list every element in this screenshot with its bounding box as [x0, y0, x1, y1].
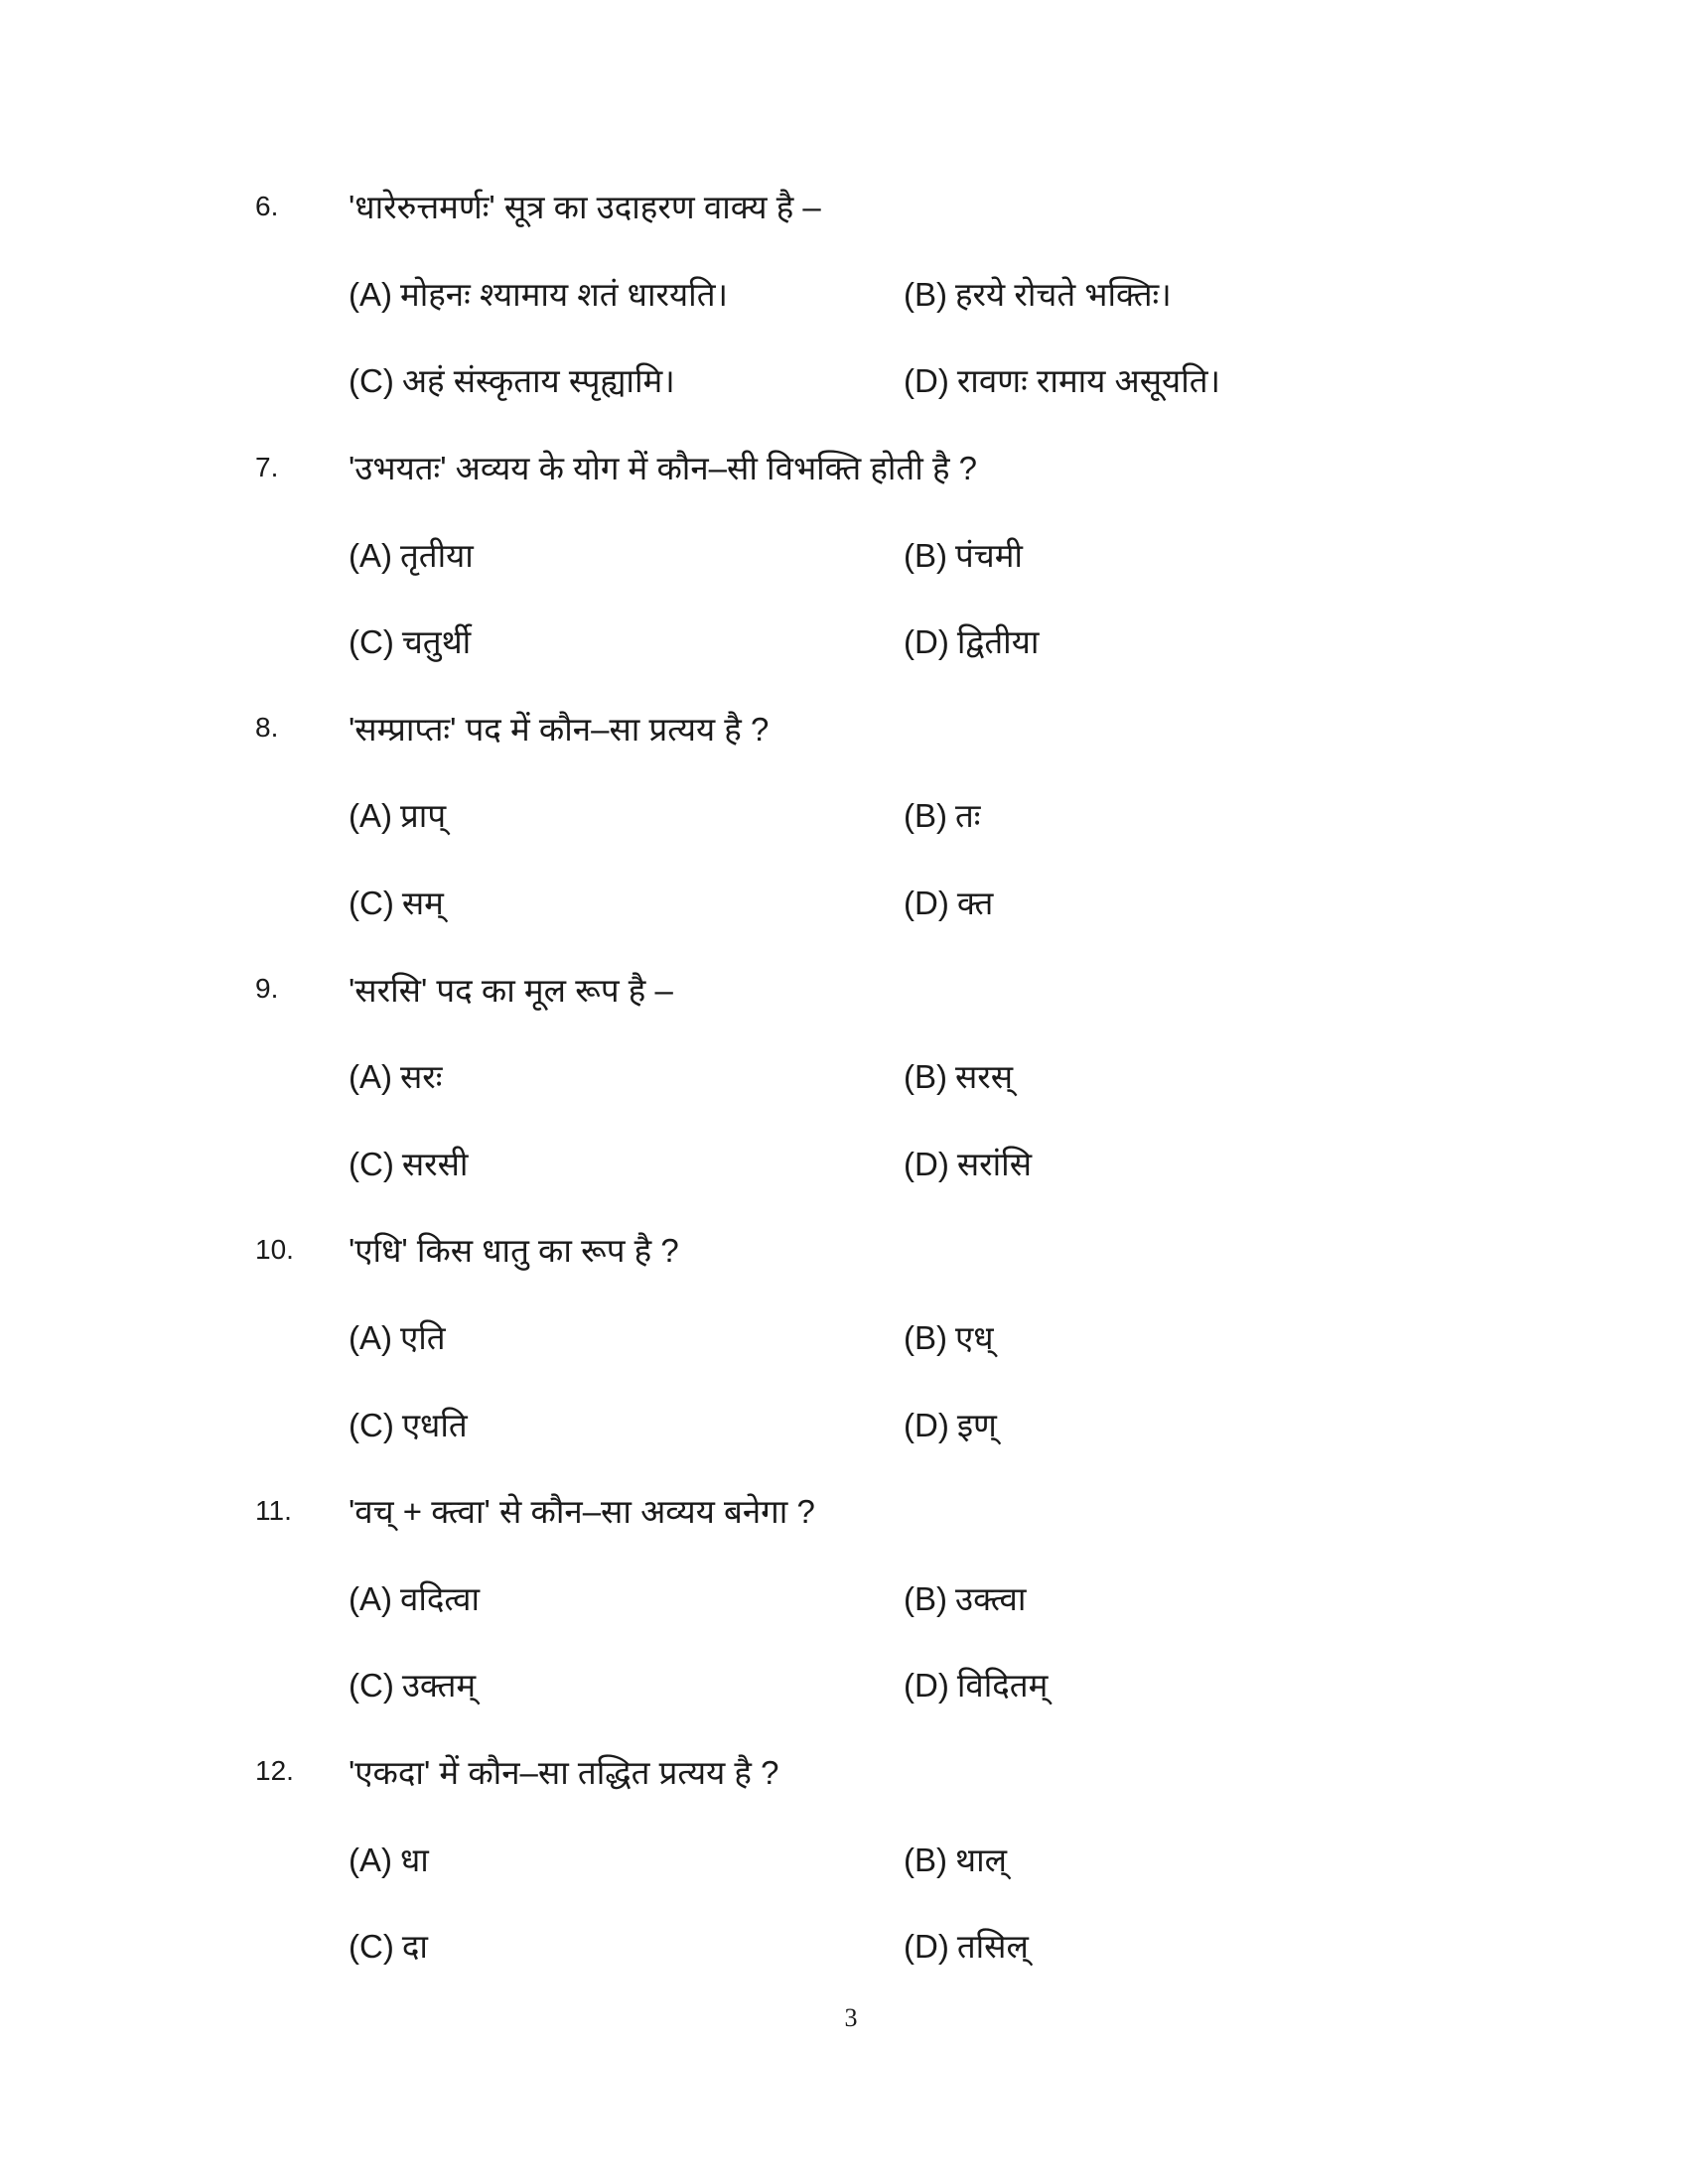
option-label: (D) [904, 362, 949, 400]
option-label: (B) [904, 536, 947, 574]
option-text: सरांसि [956, 1145, 1033, 1182]
question-8 [0, 685, 1688, 946]
option-text: एति [400, 1319, 446, 1357]
option-label: (D) [904, 1145, 949, 1182]
question-text: 'उभयतः' अव्यय के योग में कौन–सी विभक्ति होती है ? [349, 450, 977, 487]
option-label: (A) [349, 1841, 392, 1878]
option-text: पंचमी [955, 536, 1023, 574]
option-text: द्वितीया [956, 623, 1040, 661]
option-text: दा [401, 1928, 428, 1966]
option [349, 271, 728, 316]
option [349, 880, 444, 924]
question-number: 11. [255, 1494, 292, 1526]
option-label: (A) [349, 1319, 392, 1357]
option [904, 1837, 1007, 1881]
option [349, 1141, 468, 1185]
question-number: 6. [255, 190, 279, 221]
option-text: वदित्वा [400, 1579, 481, 1617]
option [349, 1575, 480, 1620]
option-text: सरसी [401, 1145, 469, 1182]
option-label: (B) [904, 1579, 947, 1617]
option [349, 1402, 468, 1446]
option [904, 1402, 997, 1446]
option [904, 532, 1023, 577]
question-text: 'सम्प्राप्तः' पद में कौन–सा प्रत्यय है ? [349, 710, 770, 748]
option-label: (B) [904, 1319, 947, 1357]
option-label: (C) [349, 885, 394, 922]
option [904, 1141, 1032, 1185]
option-label: (D) [904, 1928, 949, 1966]
option-text: तृतीया [400, 536, 474, 574]
question-number: 8. [255, 712, 279, 744]
option-text: इण् [956, 1406, 997, 1443]
option [349, 1053, 442, 1098]
option-text: थाल् [955, 1841, 1008, 1878]
option [349, 357, 675, 402]
option [904, 1662, 1048, 1706]
option [349, 1837, 429, 1881]
option-text: क्त [956, 885, 994, 922]
option-text: उक्त्वा [955, 1579, 1027, 1617]
question-text: 'वच् + क्त्वा' से कौन–सा अव्यय बनेगा ? [349, 1493, 815, 1531]
option-label: (D) [904, 1406, 949, 1443]
option-text: तः [955, 797, 981, 835]
option-label: (D) [904, 885, 949, 922]
option-label: (A) [349, 1579, 392, 1617]
question-10 [0, 1206, 1688, 1467]
option-label: (A) [349, 536, 392, 574]
option [904, 1053, 1013, 1098]
option [904, 1575, 1026, 1620]
option-text: मोहनः श्यामाय शतं धारयति। [400, 275, 729, 313]
option-label: (C) [349, 1406, 394, 1443]
option-label: (B) [904, 275, 947, 313]
option-text: विदितम् [956, 1667, 1049, 1705]
option-text: हरये रोचते भक्तिः। [955, 275, 1172, 313]
option-text: रावणः रामाय असूयति। [956, 362, 1221, 400]
option-label: (D) [904, 1667, 949, 1705]
option [349, 792, 446, 837]
option-text: चतुर्थी [401, 623, 472, 661]
question-12 [0, 1728, 1688, 1989]
page-number: 3 [844, 2003, 858, 2032]
option-text: तसिल् [956, 1928, 1029, 1966]
question-6 [0, 163, 1688, 424]
option-text: सरः [400, 1058, 443, 1096]
question-9 [0, 945, 1688, 1206]
option-label: (C) [349, 362, 394, 400]
option [904, 357, 1220, 402]
question-list [0, 163, 1688, 1988]
option-label: (B) [904, 1058, 947, 1096]
option-text: अहं संस्कृताय स्पृह्यामि। [401, 362, 675, 400]
question-number: 9. [255, 973, 279, 1005]
question-text: 'धारेरुत्तमर्णः' सूत्र का उदाहरण वाक्य है – [349, 189, 821, 226]
question-11 [0, 1467, 1688, 1728]
question-text: 'एधि' किस धातु का रूप है ? [349, 1232, 679, 1270]
option [349, 618, 471, 663]
option-label: (C) [349, 1145, 394, 1182]
option [904, 880, 993, 924]
question-text: 'सरसि' पद का मूल रूप है – [349, 971, 673, 1009]
question-7 [0, 424, 1688, 685]
option-text: सम् [401, 885, 444, 922]
option-label: (B) [904, 797, 947, 835]
option-label: (A) [349, 1058, 392, 1096]
option [904, 618, 1039, 663]
option [349, 1662, 476, 1706]
option [904, 1314, 994, 1359]
option [349, 532, 474, 577]
option-label: (A) [349, 797, 392, 835]
option-text: धा [400, 1841, 429, 1878]
option-text: एध् [955, 1319, 994, 1357]
option-text: उक्तम् [401, 1667, 477, 1705]
question-number: 7. [255, 451, 279, 482]
option [349, 1314, 446, 1359]
option-label: (B) [904, 1841, 947, 1878]
option [904, 792, 980, 837]
option-text: प्राप् [400, 797, 447, 835]
option [904, 271, 1172, 316]
option-label: (A) [349, 275, 392, 313]
question-number: 10. [255, 1233, 294, 1265]
option-label: (C) [349, 623, 394, 661]
option [904, 1923, 1029, 1968]
option-text: सरस् [955, 1058, 1014, 1096]
question-number: 12. [255, 1755, 294, 1787]
question-text: 'एकदा' में कौन–सा तद्धित प्रत्यय है ? [349, 1753, 779, 1791]
option [349, 1923, 428, 1968]
option-label: (C) [349, 1667, 394, 1705]
option-label: (C) [349, 1928, 394, 1966]
option-text: एधति [401, 1406, 468, 1443]
option-label: (D) [904, 623, 949, 661]
